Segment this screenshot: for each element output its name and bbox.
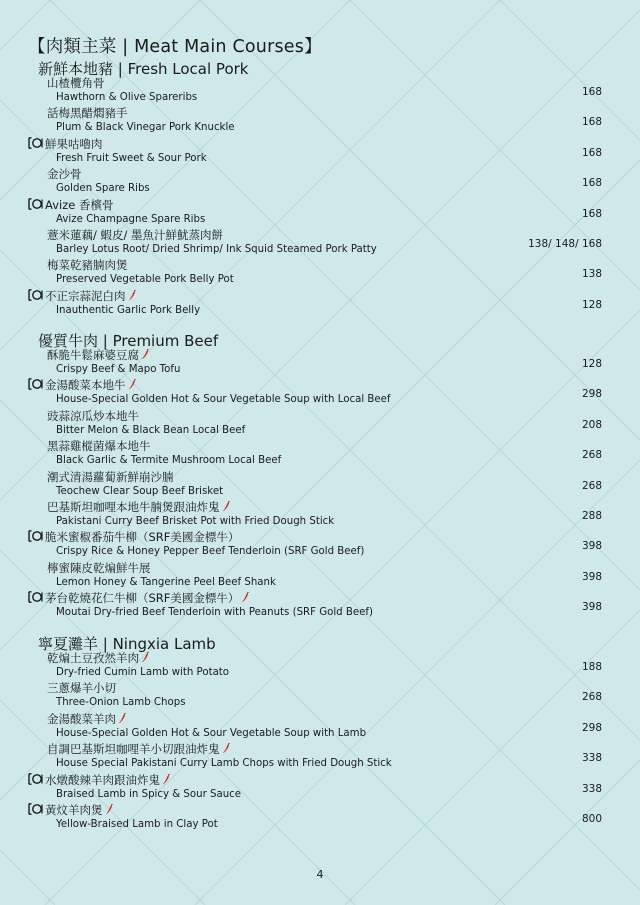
dish-name-zh <box>47 742 231 757</box>
chili-icon <box>118 713 127 724</box>
dish-name-zh <box>28 137 103 152</box>
dish-name-zh <box>47 500 231 515</box>
dish-name-en: Dry-fried Cumin Lamb with Potato <box>56 667 230 678</box>
menu-item <box>0 76 640 107</box>
menu-item <box>0 348 640 379</box>
chili-icon <box>222 743 231 754</box>
menu-item <box>0 773 640 804</box>
chili-icon <box>141 652 150 663</box>
dish-name-zh-text: 三蔥爆羊小切 <box>47 681 116 696</box>
dish-name-en: Golden Spare Ribs <box>56 183 150 195</box>
dish-name-zh <box>28 378 137 393</box>
dish-icon <box>28 773 43 785</box>
dish-icon <box>28 591 43 603</box>
dish-price: 298 <box>581 388 602 401</box>
dish-name-en: House-Special Golden Hot & Sour Vegetable Soup with Lamb <box>56 727 367 739</box>
dish-name-zh-text: 金沙骨 <box>47 167 82 182</box>
dish-name-zh-text: 金湯酸菜羊肉 <box>47 711 116 726</box>
dish-name-zh <box>47 258 128 273</box>
menu-item <box>0 106 640 137</box>
dish-name-zh-text: 酥脆牛鬆麻婆豆腐 <box>47 348 139 362</box>
dish-price: 168 <box>581 177 602 190</box>
menu-item <box>0 439 640 470</box>
dish-price: 398 <box>581 570 602 583</box>
dish-name-zh <box>47 348 150 363</box>
menu-item <box>0 167 640 198</box>
dish-name-zh <box>47 470 174 485</box>
dish-name-en: Crispy Rice & Honey Pepper Beef Tenderloin (SRF Gold Beef) <box>56 546 365 558</box>
menu-item <box>0 712 640 743</box>
dish-name-en: Braised Lamb in Spicy & Sour Sauce <box>56 788 242 800</box>
dish-price: 188 <box>581 661 602 673</box>
dish-name-en: Three-Onion Lamb Chops <box>56 697 186 709</box>
chili-icon <box>162 774 171 785</box>
dish-name-en: Pakistani Curry Beef Brisket Pot with Fried Dough Stick <box>56 516 335 527</box>
dish-icon <box>28 137 43 149</box>
chili-icon <box>105 804 114 815</box>
dish-name-zh-text: 黃炆羊肉煲 <box>45 803 103 817</box>
dish-price: 128 <box>581 298 602 311</box>
dish-name-zh <box>47 76 105 91</box>
dish-name-en: Black Garlic & Termite Mushroom Local Beef <box>56 455 282 467</box>
dish-price: 398 <box>581 601 602 614</box>
dish-name-zh-text: 豉蒜涼瓜炒本地牛 <box>47 408 139 423</box>
menu-item <box>0 409 640 440</box>
dish-name-zh <box>28 773 171 788</box>
dish-price: 268 <box>581 479 602 492</box>
section-title: 優質牛肉 | Premium Beef <box>38 332 219 350</box>
dish-price: 208 <box>581 418 602 431</box>
dish-price: 138 <box>581 268 602 281</box>
dish-name-zh-text: 鮮果咕嚕肉 <box>45 136 103 151</box>
dish-price: 288 <box>581 510 602 522</box>
dish-name-zh-text: 話梅黑醋燜豬手 <box>47 106 128 121</box>
dish-name-zh-text: 巴基斯坦咖哩本地牛腩煲跟油炸鬼 <box>47 500 220 514</box>
menu-item <box>0 530 640 561</box>
dish-name-zh <box>28 591 250 606</box>
dish-name-zh <box>47 228 223 243</box>
dish-name-en: House Special Pakistani Curry Lamb Chops with Fried Dough Stick <box>56 758 392 770</box>
dish-name-zh-text: 潮式清湯蘿蔔新鮮崩沙腩 <box>47 469 174 484</box>
page-number: 4 <box>316 868 324 881</box>
menu-item <box>0 651 640 682</box>
menu-item <box>0 561 640 592</box>
dish-name-zh <box>47 651 150 666</box>
dish-name-en: Preserved Vegetable Pork Belly Pot <box>56 274 234 286</box>
dish-name-zh <box>47 167 82 182</box>
menu-item <box>0 289 640 320</box>
menu-item <box>0 258 640 289</box>
chili-icon <box>241 592 250 603</box>
dish-name-en: Lemon Honey & Tangerine Peel Beef Shank <box>56 576 276 588</box>
dish-name-zh-text: 不正宗蒜泥白肉 <box>45 288 126 303</box>
dish-name-en: Avize Champagne Spare Ribs <box>56 213 206 225</box>
menu-item <box>0 378 640 409</box>
dish-name-zh-text: 黑蒜雞樅菌爆本地牛 <box>47 439 151 454</box>
dish-icon <box>28 378 43 390</box>
page-title: 【肉類主菜 | Meat Main Courses】 <box>28 37 322 57</box>
dish-name-en: Moutai Dry-fried Beef Tenderloin with Peanuts (SRF Gold Beef) <box>56 607 373 619</box>
menu-item <box>0 500 640 531</box>
dish-name-en: Teochew Clear Soup Beef Brisket <box>56 485 224 497</box>
dish-name-zh-text: Avize 香檳骨 <box>45 197 114 212</box>
dish-name-zh <box>47 681 116 696</box>
menu-item <box>0 228 640 259</box>
dish-name-zh-text: 水燉酸辣羊肉跟油炸鬼 <box>45 772 160 787</box>
dish-name-zh-text: 山楂欖角骨 <box>47 76 105 90</box>
dish-name-zh <box>28 803 114 818</box>
dish-name-zh-text: 薏米蓮藕/ 蝦皮/ 墨魚汁鮮魷蒸肉餅 <box>47 228 224 242</box>
chili-icon <box>222 501 231 512</box>
dish-name-zh <box>47 409 139 424</box>
dish-name-en: Inauthentic Garlic Pork Belly <box>56 304 201 316</box>
dish-price: 338 <box>581 752 602 765</box>
dish-price: 138/ 148/ 168 <box>528 238 602 250</box>
menu-item <box>0 591 640 622</box>
menu-item <box>0 803 640 834</box>
dish-name-en: Plum & Black Vinegar Pork Knuckle <box>56 122 235 134</box>
dish-name-zh <box>28 530 239 545</box>
dish-name-en: Crispy Beef & Mapo Tofu <box>56 364 181 375</box>
dish-name-zh <box>47 712 127 727</box>
dish-name-zh-text: 梅菜乾豬腩肉煲 <box>47 258 128 273</box>
dish-name-zh <box>47 439 151 454</box>
dish-name-en: Hawthorn & Olive Spareribs <box>56 92 198 103</box>
dish-price: 398 <box>581 540 602 553</box>
dish-name-zh-text: 乾煸土豆孜然羊肉 <box>47 651 139 665</box>
dish-name-zh <box>47 561 151 576</box>
dish-name-zh-text: 茅台乾燒花仁牛柳（SRF美國金標牛） <box>45 591 240 606</box>
dish-name-zh <box>28 289 137 304</box>
dish-icon <box>28 289 43 301</box>
dish-price: 128 <box>581 358 602 370</box>
dish-name-zh-text: 脆米蜜椒番茄牛柳（SRF美國金標牛） <box>45 530 240 545</box>
dish-name-zh-text: 金湯酸菜本地牛 <box>45 378 126 393</box>
section-title: 新鮮本地豬 | Fresh Local Pork <box>38 60 249 78</box>
dish-icon <box>28 530 43 542</box>
menu-item <box>0 137 640 168</box>
menu-item <box>0 470 640 501</box>
dish-name-en: Fresh Fruit Sweet & Sour Pork <box>56 152 207 164</box>
dish-price: 168 <box>581 116 602 129</box>
dish-price: 800 <box>581 813 602 825</box>
dish-price: 168 <box>581 146 602 159</box>
dish-name-en: Yellow-Braised Lamb in Clay Pot <box>56 819 218 830</box>
dish-price: 268 <box>581 691 602 704</box>
menu-item <box>0 198 640 229</box>
dish-icon <box>28 198 43 210</box>
dish-name-en: Barley Lotus Root/ Dried Shrimp/ Ink Squid Steamed Pork Patty <box>56 244 377 255</box>
dish-price: 168 <box>581 207 602 220</box>
chili-icon <box>128 379 137 390</box>
dish-price: 338 <box>581 782 602 795</box>
dish-name-zh-text: 檸蜜陳皮乾煸鮮牛展 <box>47 560 151 575</box>
dish-icon <box>28 803 43 815</box>
dish-name-zh <box>28 198 113 213</box>
chili-icon <box>141 349 150 360</box>
dish-price: 168 <box>581 86 602 98</box>
section-title: 寧夏灘羊 | Ningxia Lamb <box>38 635 216 653</box>
dish-name-en: Bitter Melon & Black Bean Local Beef <box>56 424 246 436</box>
dish-price: 268 <box>581 449 602 462</box>
dish-price: 298 <box>581 721 602 734</box>
chili-icon <box>128 290 137 301</box>
dish-name-en: House-Special Golden Hot & Sour Vegetable Soup with Local Beef <box>56 394 391 406</box>
dish-name-zh <box>47 106 128 121</box>
menu-item <box>0 742 640 773</box>
dish-name-zh-text: 自調巴基斯坦咖哩羊小切跟油炸鬼 <box>47 742 220 757</box>
menu-item <box>0 681 640 712</box>
